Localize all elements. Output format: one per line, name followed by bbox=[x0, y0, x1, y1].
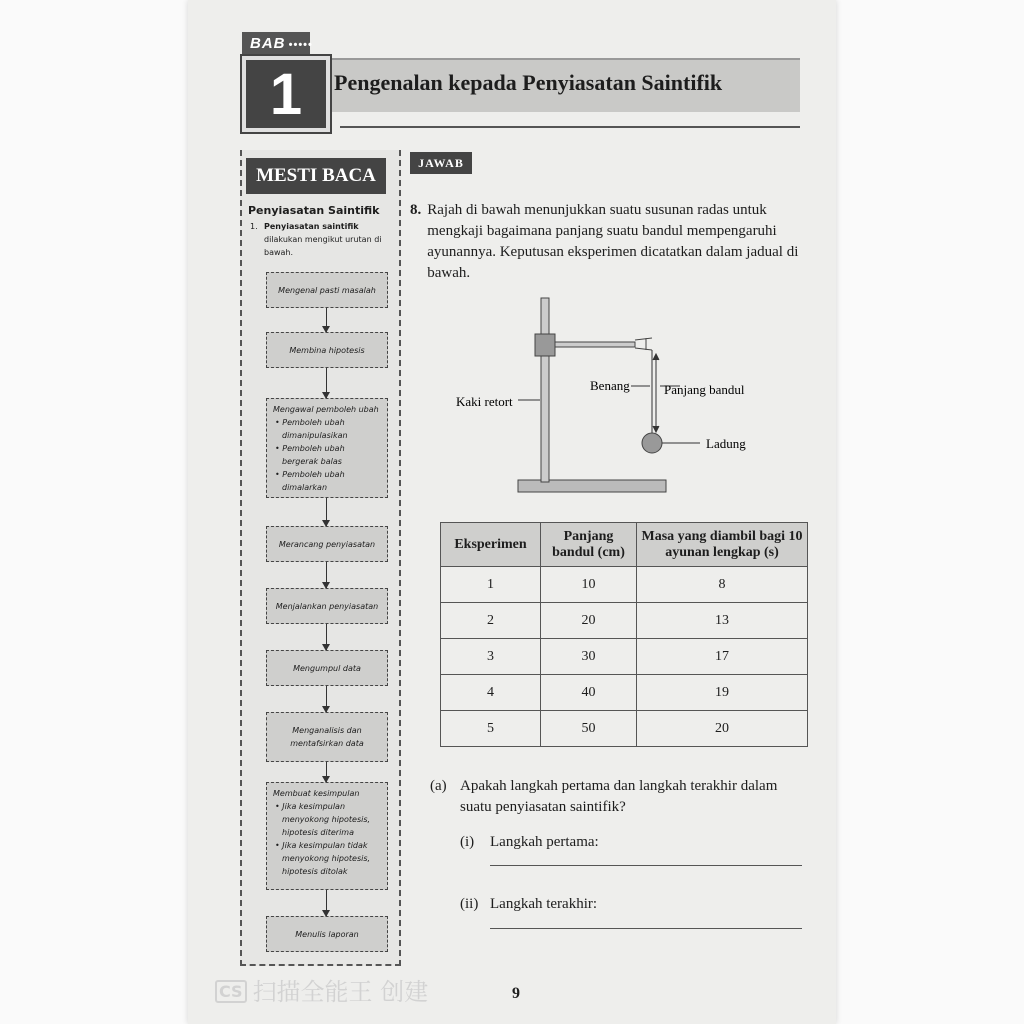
step-title: Mengawal pemboleh ubah bbox=[273, 405, 379, 414]
flow-step bbox=[266, 272, 388, 308]
table-cell: 1 bbox=[441, 567, 541, 603]
table-row bbox=[441, 639, 808, 675]
clamp-boss bbox=[535, 334, 555, 356]
label-kaki-retort: Kaki retort bbox=[456, 394, 513, 409]
step-title: Membuat kesimpulan bbox=[273, 789, 360, 798]
i-text: Langkah pertama: bbox=[490, 834, 599, 850]
table-cell: 50 bbox=[541, 711, 637, 747]
flow-step bbox=[266, 588, 388, 624]
flow-step bbox=[266, 398, 388, 498]
table-cell: 4 bbox=[441, 675, 541, 711]
panel-title: MESTI BACA bbox=[246, 158, 386, 194]
step-title: Mengumpul data bbox=[293, 663, 361, 673]
clamp-arm bbox=[555, 342, 635, 347]
col-eksperimen: Eksperimen bbox=[441, 523, 541, 567]
panel-item bbox=[250, 220, 400, 259]
chapter-title: Pengenalan kepada Penyiasatan Saintifik bbox=[332, 58, 800, 112]
retort-base bbox=[518, 480, 666, 492]
col-panjang: Panjang bandul (cm) bbox=[541, 523, 637, 567]
bab-label bbox=[242, 32, 313, 56]
step-bullet: • Jika kesimpulan tidak menyokong hipotesis, hipotesis ditolak bbox=[275, 841, 371, 876]
part-a-label: (a) bbox=[430, 778, 447, 794]
answer-line-i[interactable] bbox=[490, 865, 802, 866]
label-panjang-bandul: Panjang bandul bbox=[664, 382, 745, 397]
watermark-text: 扫描全能王 创建 bbox=[252, 978, 429, 1006]
flow-arrow bbox=[326, 368, 327, 398]
i-label: (i) bbox=[460, 834, 475, 850]
pendulum-diagram bbox=[440, 290, 780, 505]
step-bullet: • Pemboleh ubah dimanipulasikan bbox=[275, 418, 348, 440]
table-cell: 17 bbox=[637, 639, 808, 675]
part-a-ii bbox=[460, 894, 597, 915]
step-title: Merancang penyiasatan bbox=[278, 539, 376, 549]
bullet-text: Pemboleh ubah bergerak balas bbox=[282, 444, 345, 466]
flow-arrow bbox=[326, 498, 327, 526]
table-row bbox=[441, 603, 808, 639]
flow-arrow bbox=[326, 762, 327, 782]
table-cell: 19 bbox=[637, 675, 808, 711]
step-bullet: • Pemboleh ubah bergerak balas bbox=[275, 444, 345, 466]
table-row bbox=[441, 675, 808, 711]
bab-text: BAB bbox=[250, 35, 286, 52]
table-cell: 10 bbox=[541, 567, 637, 603]
table-cell: 30 bbox=[541, 639, 637, 675]
ii-label: (ii) bbox=[460, 896, 479, 912]
step-title: Membina hipotesis bbox=[289, 345, 365, 355]
watermark-logo: CS bbox=[215, 980, 247, 1003]
item-bold: Penyiasatan saintifik bbox=[264, 222, 359, 231]
question-number: 8. bbox=[410, 202, 422, 218]
table-cell: 20 bbox=[541, 603, 637, 639]
ii-text: Langkah terakhir: bbox=[490, 896, 598, 912]
results-table bbox=[440, 522, 808, 747]
item-text: dilakukan mengikut urutan di bawah. bbox=[264, 235, 382, 257]
part-a-i bbox=[460, 832, 599, 853]
flow-step bbox=[266, 332, 388, 368]
part-a-text: Apakah langkah pertama dan langkah terakhir dalam suatu penyiasatan saintifik? bbox=[460, 778, 778, 815]
bullet-text: Pemboleh ubah dimanipulasikan bbox=[282, 418, 348, 440]
label-ladung: Ladung bbox=[706, 436, 746, 451]
flow-arrow bbox=[326, 562, 327, 588]
bullet-text: Jika kesimpulan menyokong hipotesis, hipotesis diterima bbox=[282, 802, 371, 837]
label-benang: Benang bbox=[590, 378, 630, 393]
bab-dots: ••••• bbox=[288, 39, 313, 51]
bob bbox=[642, 433, 662, 453]
clamp-jaw bbox=[635, 338, 652, 350]
question-text: Rajah di bawah menunjukkan suatu susunan radas untuk mengkaji bagaimana panjang suatu bandul mempengaruhi ayunannya. Keputusan eksperimen dicatatkan dalam jadual di bawah. bbox=[427, 202, 799, 281]
item-number: 1. bbox=[250, 222, 258, 231]
retort-stand bbox=[541, 298, 549, 482]
table-cell: 3 bbox=[441, 639, 541, 675]
step-title: Mengenal pasti masalah bbox=[278, 285, 376, 295]
table-cell: 5 bbox=[441, 711, 541, 747]
chapter-number: 1 bbox=[242, 56, 330, 132]
step-title: Menganalisis dan mentafsirkan data bbox=[290, 726, 364, 748]
flow-step bbox=[266, 916, 388, 952]
step-title: Menjalankan penyiasatan bbox=[275, 601, 379, 611]
flow-arrow bbox=[326, 308, 327, 332]
table-row bbox=[441, 567, 808, 603]
table-cell: 40 bbox=[541, 675, 637, 711]
bullet-text: Pemboleh ubah dimalarkan bbox=[282, 470, 345, 492]
panel-heading: Penyiasatan Saintifik bbox=[248, 204, 380, 217]
question bbox=[410, 200, 810, 284]
flow-step bbox=[266, 650, 388, 686]
flow-step bbox=[266, 526, 388, 562]
jawab-badge: JAWAB bbox=[410, 152, 472, 174]
flow-arrow bbox=[326, 890, 327, 916]
part-a bbox=[430, 776, 810, 818]
table-cell: 2 bbox=[441, 603, 541, 639]
table-cell: 8 bbox=[637, 567, 808, 603]
watermark bbox=[215, 972, 428, 1007]
table-cell: 13 bbox=[637, 603, 808, 639]
answer-line-ii[interactable] bbox=[490, 928, 802, 929]
flow-step bbox=[266, 782, 388, 890]
flow-arrow bbox=[326, 624, 327, 650]
bullet-text: Jika kesimpulan tidak menyokong hipotesis, hipotesis ditolak bbox=[282, 841, 371, 876]
step-title: Menulis laporan bbox=[295, 929, 359, 939]
flow-step bbox=[266, 712, 388, 762]
step-bullet: • Pemboleh ubah dimalarkan bbox=[275, 470, 345, 492]
page-number: 9 bbox=[512, 985, 520, 1002]
step-bullet: • Jika kesimpulan menyokong hipotesis, hipotesis diterima bbox=[275, 802, 371, 837]
table-row bbox=[441, 711, 808, 747]
flow-arrow bbox=[326, 686, 327, 712]
col-masa: Masa yang diambil bagi 10 ayunan lengkap (s) bbox=[637, 523, 808, 567]
divider bbox=[340, 126, 800, 128]
table-cell: 20 bbox=[637, 711, 808, 747]
